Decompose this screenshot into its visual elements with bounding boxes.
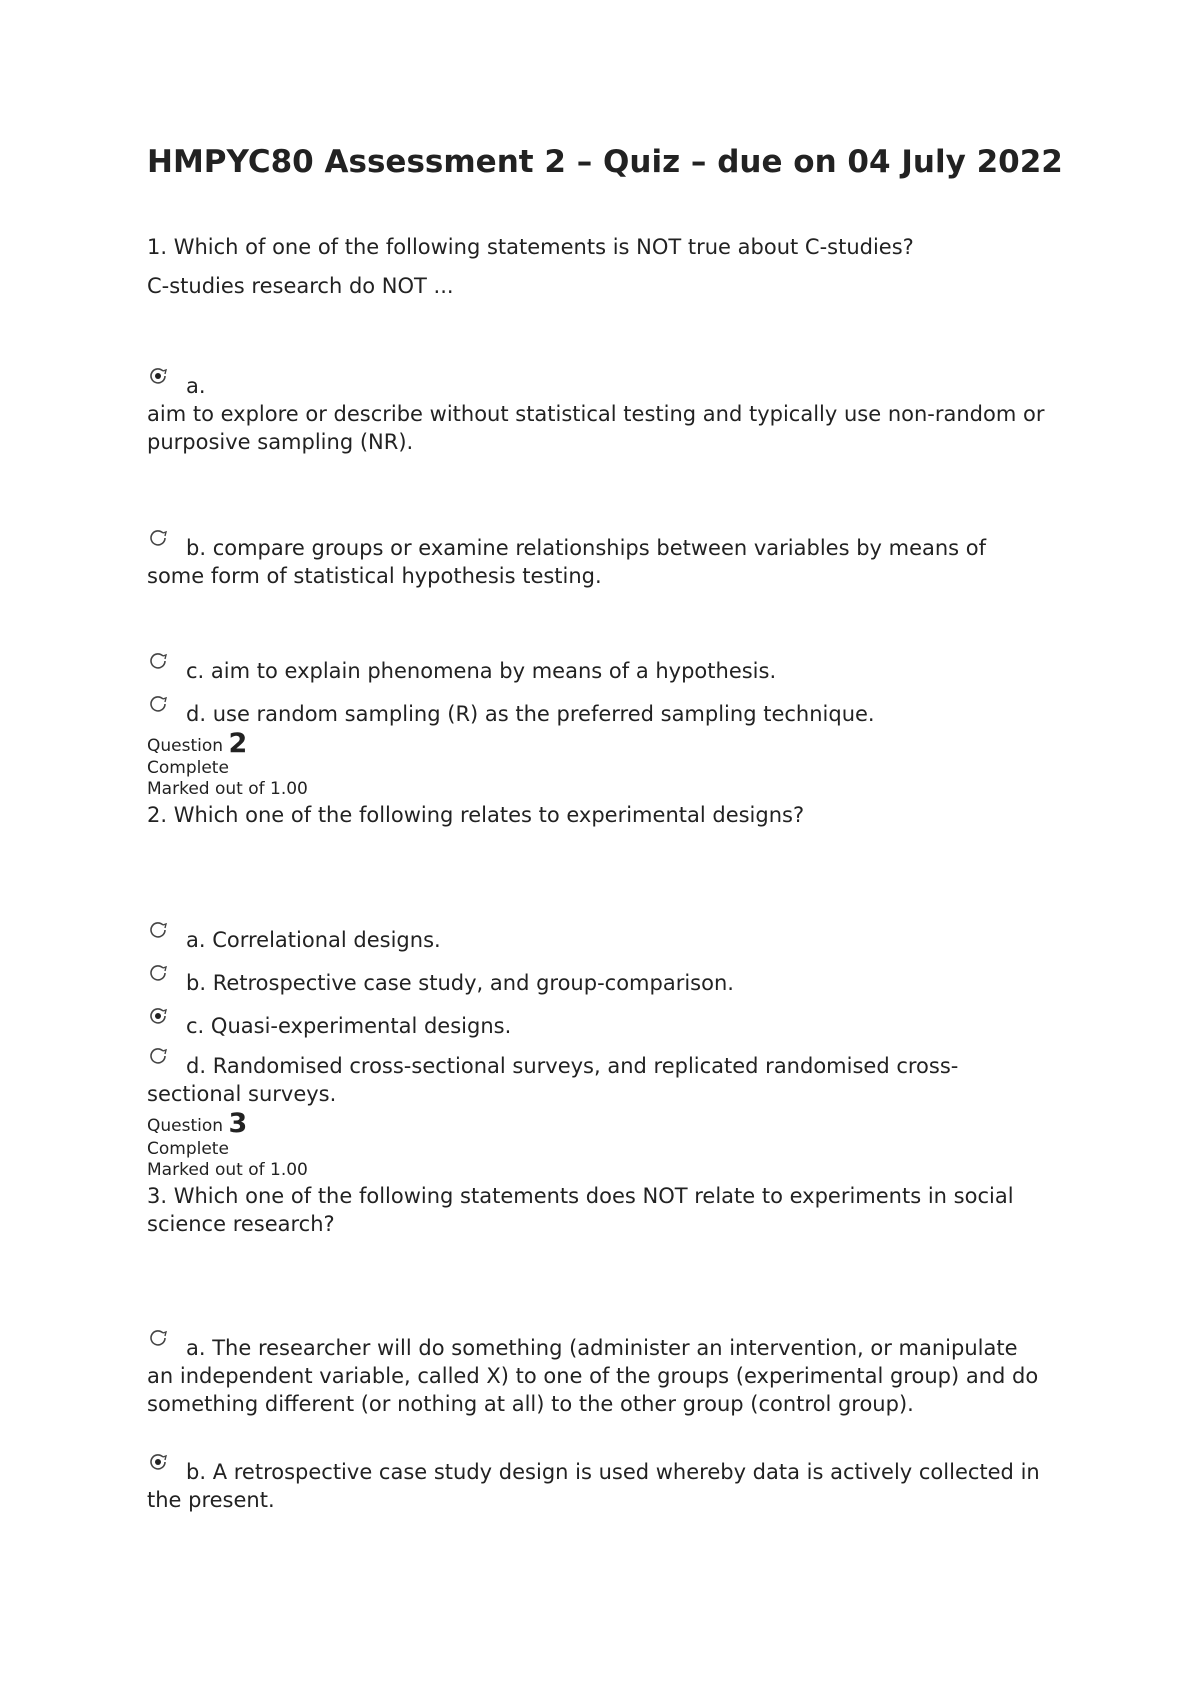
option-letter: a.: [186, 928, 206, 952]
radio-unselected-icon[interactable]: [147, 927, 169, 949]
question-label: Question: [147, 1116, 224, 1136]
option-letter: d.: [186, 702, 207, 726]
radio-selected-icon[interactable]: [147, 1459, 169, 1481]
radio-unselected-icon[interactable]: [147, 701, 169, 723]
option-text: compare groups or examine relationships between variables by means of some form of statistical hypothesis testing.: [147, 536, 987, 588]
question-3-header: [147, 1108, 248, 1139]
option-text: Randomised cross-sectional surveys, and replicated randomised cross-sectional surveys.: [147, 1054, 959, 1106]
option-text: A retrospective case study design is used whereby data is actively collected in the present.: [147, 1460, 1040, 1512]
option-text: aim to explore or describe without statistical testing and typically use non-random or purposive sampling (NR).: [147, 402, 1045, 454]
question-1-subprompt: C-studies research do NOT ...: [147, 274, 454, 298]
option-letter: a.: [186, 1336, 206, 1360]
question-3-marks: Marked out of 1.00: [147, 1160, 308, 1180]
question-2-header: [147, 728, 248, 759]
radio-selected-icon[interactable]: [147, 373, 169, 395]
option-letter: b.: [186, 971, 207, 995]
option-letter: c.: [186, 1014, 205, 1038]
option-text: The researcher will do something (administer an intervention, or manipulate an independent variable, called X) to one of the groups (experimental group) and do something different (or nothing at all) to the other group (control group).: [147, 1336, 1039, 1416]
question-number: 3: [228, 1108, 248, 1139]
option-letter: b.: [186, 536, 207, 560]
question-3-prompt: 3. Which one of the following statements does NOT relate to experiments in social science research?: [147, 1184, 1014, 1236]
document-title: HMPYC80 Assessment 2 – Quiz – due on 04 July 2022: [147, 144, 1063, 180]
option-text: Quasi-experimental designs.: [210, 1014, 512, 1038]
question-2-prompt: 2. Which one of the following relates to experimental designs?: [147, 803, 805, 827]
radio-unselected-icon[interactable]: [147, 658, 169, 680]
question-1-prompt: 1. Which of one of the following statements is NOT true about C-studies?: [147, 235, 914, 259]
option-letter: c.: [186, 659, 205, 683]
question-3-option-b[interactable]: [147, 1458, 1047, 1514]
option-text: Retrospective case study, and group-comparison.: [212, 971, 734, 995]
question-1-option-b[interactable]: [147, 534, 1047, 590]
radio-selected-icon[interactable]: [147, 1013, 169, 1035]
question-2-status: Complete: [147, 758, 229, 778]
radio-unselected-icon[interactable]: [147, 1335, 169, 1357]
question-2-option-d[interactable]: [147, 1052, 1047, 1108]
question-label: Question: [147, 736, 224, 756]
option-letter: d.: [186, 1054, 207, 1078]
question-number: 2: [228, 728, 248, 759]
option-letter: b.: [186, 1460, 207, 1484]
question-2-option-b[interactable]: [147, 969, 1047, 997]
option-text: use random sampling (R) as the preferred sampling technique.: [212, 702, 875, 726]
radio-unselected-icon[interactable]: [147, 1053, 169, 1075]
question-1-option-a[interactable]: [147, 372, 1047, 456]
option-text: Correlational designs.: [212, 928, 441, 952]
question-3-option-a[interactable]: [147, 1334, 1047, 1418]
option-text: aim to explain phenomena by means of a hypothesis.: [210, 659, 777, 683]
question-2-option-c[interactable]: [147, 1012, 1047, 1040]
option-letter: a.: [186, 374, 206, 398]
question-2-option-a[interactable]: [147, 926, 1047, 954]
question-1-option-d[interactable]: [147, 700, 1047, 728]
question-2-marks: Marked out of 1.00: [147, 779, 308, 799]
radio-unselected-icon[interactable]: [147, 970, 169, 992]
question-1-option-c[interactable]: [147, 657, 1047, 685]
question-3-status: Complete: [147, 1139, 229, 1159]
radio-unselected-icon[interactable]: [147, 535, 169, 557]
